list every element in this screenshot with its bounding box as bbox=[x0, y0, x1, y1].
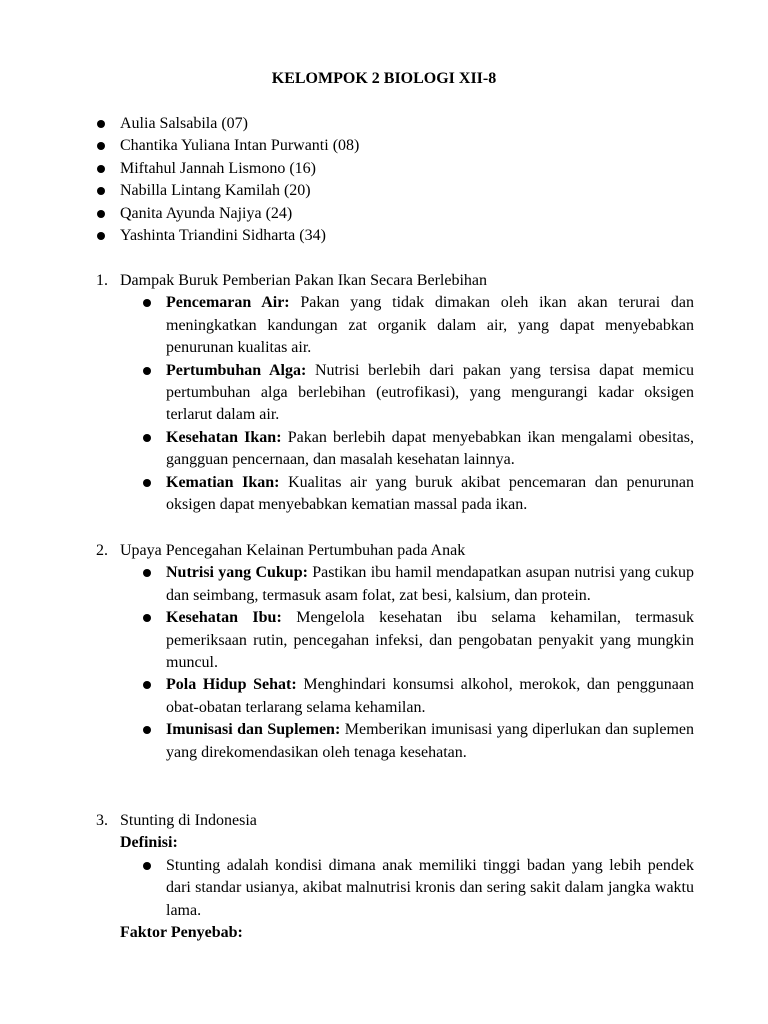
section-number: 3. bbox=[96, 812, 108, 829]
list-item bbox=[166, 719, 694, 764]
section-title: Dampak Buruk Pemberian Pakan Ikan Secara Berlebihan bbox=[120, 272, 487, 289]
section-number: 2. bbox=[96, 542, 108, 559]
bullet-icon bbox=[143, 299, 151, 307]
list-item bbox=[166, 360, 694, 427]
section-heading bbox=[96, 810, 694, 832]
section-growth-prevention bbox=[96, 540, 694, 764]
section-title: Stunting di Indonesia bbox=[120, 812, 257, 829]
list-item bbox=[166, 562, 694, 607]
section-heading bbox=[96, 270, 694, 292]
item-text: Nutrisi berlebih dari pakan yang tersisa dapat memicu pertumbuhan alga berlebihan (eutrofikasi), yang mengurangi kadar oksigen terlarut dalam air. bbox=[166, 361, 695, 424]
bullet-icon bbox=[143, 434, 151, 442]
member-item: Miftahul Jannah Lismono (16) bbox=[96, 158, 696, 180]
definition-label: Definisi: bbox=[120, 834, 178, 852]
item-text: Kualitas air yang buruk akibat pencemaran dan penurunan oksigen dapat menyebabkan kematian massal pada ikan. bbox=[166, 473, 694, 514]
bullet-icon bbox=[97, 165, 105, 173]
bullet-icon bbox=[97, 120, 105, 128]
list-item bbox=[166, 427, 694, 472]
bullet-icon bbox=[97, 232, 105, 240]
item-text: Menghindari konsumsi alkohol, merokok, dan penggunaan obat-obatan terlarang selama kehamilan. bbox=[166, 676, 694, 716]
item-text: Pakan berlebih dapat menyebabkan ikan mengalami obesitas, gangguan pencernaan, dan masalah kesehatan lainnya. bbox=[166, 428, 694, 469]
bullet-icon bbox=[143, 569, 151, 577]
section-stunting bbox=[96, 810, 694, 944]
item-text: Pastikan ibu hamil mendapatkan asupan nutrisi yang cukup dan seimbang, termasuk asam folat, zat besi, kalsium, dan protein. bbox=[166, 564, 695, 604]
bullet-icon bbox=[97, 142, 105, 150]
member-item: Yashinta Triandini Sidharta (34) bbox=[96, 225, 696, 247]
item-lead: Pertumbuhan Alga: bbox=[166, 361, 307, 379]
item-text: Mengelola kesehatan ibu selama kehamilan, termasuk pemeriksaan rutin, pencegahan infeksi, dan pengobatan penyakit yang mungkin muncul. bbox=[166, 609, 695, 672]
member-item: Qanita Ayunda Najiya (24) bbox=[96, 203, 696, 225]
bullet-icon bbox=[143, 614, 151, 622]
section-number: 1. bbox=[96, 272, 108, 289]
section-title: Upaya Pencegahan Kelainan Pertumbuhan pada Anak bbox=[120, 542, 466, 559]
causes-label: Faktor Penyebab: bbox=[120, 924, 243, 941]
item-lead: Pola Hidup Sehat: bbox=[166, 676, 297, 694]
bullet-icon bbox=[143, 726, 151, 734]
list-item bbox=[166, 607, 694, 674]
list-item bbox=[166, 855, 694, 922]
list-item bbox=[166, 472, 694, 517]
bullet-icon bbox=[97, 187, 105, 195]
item-lead: Kesehatan Ikan: bbox=[166, 428, 282, 446]
item-lead: Kesehatan Ibu: bbox=[166, 609, 282, 627]
item-text: Stunting adalah kondisi dimana anak memiliki tinggi badan yang lebih pendek dari standar usianya, akibat malnutrisi kronis dan sering sakit dalam jangka waktu lama. bbox=[166, 856, 694, 919]
item-lead: Kematian Ikan: bbox=[166, 473, 280, 491]
bullet-icon bbox=[143, 862, 151, 870]
list-item bbox=[166, 292, 694, 359]
bullet-icon bbox=[143, 681, 151, 689]
list-item bbox=[166, 674, 694, 719]
document-title: KELOMPOK 2 BIOLOGI XII-8 bbox=[271, 70, 497, 87]
item-text: Memberikan imunisasi yang diperlukan dan suplemen yang direkomendasikan oleh tenaga kesehatan. bbox=[166, 721, 695, 761]
section-heading bbox=[96, 540, 694, 562]
item-text: Pakan yang tidak dimakan oleh ikan akan terurai dan meningkatkan kandungan zat organik dalam air, yang dapat menyebabkan penurunan kualitas air. bbox=[166, 294, 695, 357]
bullet-icon bbox=[143, 367, 151, 375]
member-item: Aulia Salsabila (07) bbox=[96, 113, 696, 135]
item-lead: Nutrisi yang Cukup: bbox=[166, 564, 308, 582]
member-list bbox=[96, 113, 696, 247]
member-item: Nabilla Lintang Kamilah (20) bbox=[96, 180, 696, 202]
item-lead: Pencemaran Air: bbox=[166, 294, 290, 312]
bullet-icon bbox=[143, 479, 151, 487]
item-lead: Imunisasi dan Suplemen: bbox=[166, 721, 341, 739]
member-item: Chantika Yuliana Intan Purwanti (08) bbox=[96, 135, 696, 157]
section-feeding-impact bbox=[96, 270, 694, 516]
bullet-icon bbox=[97, 210, 105, 218]
